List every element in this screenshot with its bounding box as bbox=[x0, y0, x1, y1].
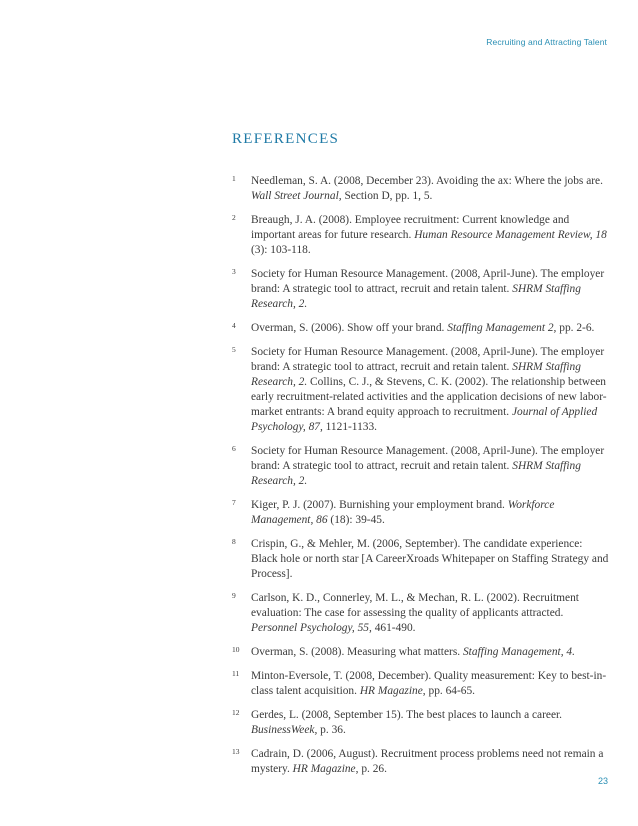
reference-text: Needleman, S. A. (2008, December 23). Avoiding the ax: Where the jobs are. bbox=[251, 175, 603, 187]
reference-number: 3 bbox=[232, 267, 236, 276]
reference-source-title: HR Magazine bbox=[292, 763, 356, 775]
reference-text: Society for Human Resource Management. (2008, April-June). The employer brand: A strategic tool to attract, recruit and retain talent. bbox=[251, 445, 605, 472]
reference-item bbox=[232, 537, 610, 582]
reference-number: 13 bbox=[232, 747, 240, 756]
running-header: Recruiting and Attracting Talent bbox=[486, 37, 607, 47]
reference-text: Collins, C. J., & Stevens, C. K. (2002). The relationship between early recruitment-related activities and the application decisions of new labor-market entrants: A brand equity approach to recruitment. bbox=[251, 376, 607, 418]
reference-item bbox=[232, 591, 610, 636]
reference-number: 10 bbox=[232, 645, 240, 654]
reference-text: , p. 26. bbox=[355, 763, 387, 775]
reference-source-title: BusinessWeek, bbox=[251, 724, 318, 736]
reference-text: (18): 39-45. bbox=[327, 514, 385, 526]
reference-item bbox=[232, 708, 610, 738]
reference-number: 4 bbox=[232, 321, 236, 330]
reference-text: pp. 2-6. bbox=[556, 322, 595, 334]
reference-text: Society for Human Resource Management. (2008, April-June). The employer brand: A strategic tool to attract, recruit and retain talent. bbox=[251, 346, 605, 373]
reference-number: 12 bbox=[232, 708, 240, 717]
reference-number: 1 bbox=[232, 174, 236, 183]
reference-source-title: Human Resource Management Review, 18 bbox=[414, 229, 607, 241]
reference-item bbox=[232, 321, 610, 336]
reference-source-title: SHRM Staffing Research, 2. bbox=[251, 460, 581, 487]
reference-text: Kiger, P. J. (2007). Burnishing your employment brand. bbox=[251, 499, 508, 511]
reference-source-title: Staffing Management 2, bbox=[447, 322, 557, 334]
reference-text: Carlson, K. D., Connerley, M. L., & Mechan, R. L. (2002). Recruitment evaluation: The case for assessing the quality of applicants attracted. bbox=[251, 592, 579, 619]
reference-item bbox=[232, 645, 610, 660]
reference-number: 2 bbox=[232, 213, 236, 222]
reference-source-title: SHRM Staffing Research, 2. bbox=[251, 361, 581, 388]
reference-source-title: Personnel Psychology, 55, bbox=[251, 622, 372, 634]
reference-item bbox=[232, 498, 610, 528]
reference-item bbox=[232, 669, 610, 699]
reference-item bbox=[232, 444, 610, 489]
section-title: references bbox=[232, 124, 340, 148]
reference-item bbox=[232, 267, 610, 312]
reference-number: 8 bbox=[232, 537, 236, 546]
page-number: 23 bbox=[597, 776, 608, 786]
reference-text: Overman, S. (2006). Show off your brand. bbox=[251, 322, 448, 334]
reference-source-title: SHRM Staffing Research, 2. bbox=[251, 283, 581, 310]
reference-text: 461-490. bbox=[371, 622, 416, 634]
reference-text: Cadrain, D. (2006, August). Recruitment process problems need not remain a mystery. bbox=[251, 748, 604, 775]
reference-source-title: Journal of Applied Psychology, 87, bbox=[251, 406, 598, 433]
reference-text: , pp. 64-65. bbox=[422, 685, 476, 697]
reference-item bbox=[232, 213, 610, 258]
reference-source-title: Wall Street Journal, bbox=[251, 190, 342, 202]
reference-source-title: Staffing Management, 4. bbox=[462, 646, 575, 658]
reference-item bbox=[232, 345, 610, 435]
reference-text: 1121-1133. bbox=[322, 421, 378, 433]
reference-source-title: HR Magazine bbox=[359, 685, 423, 697]
reference-text: (3): 103-118. bbox=[251, 244, 311, 256]
reference-text: Minton-Eversole, T. (2008, December). Quality measurement: Key to best-in-class talent acquisition. bbox=[251, 670, 607, 697]
reference-number: 5 bbox=[232, 345, 236, 354]
reference-text: Section D, pp. 1, 5. bbox=[341, 190, 433, 202]
references-list bbox=[232, 174, 610, 786]
reference-text: Breaugh, J. A. (2008). Employee recruitment: Current knowledge and important areas for future research. bbox=[251, 214, 570, 241]
reference-text: p. 36. bbox=[317, 724, 346, 736]
reference-number: 9 bbox=[232, 591, 236, 600]
reference-text: Society for Human Resource Management. (2008, April-June). The employer brand: A strategic tool to attract, recruit and retain talent. bbox=[251, 268, 605, 295]
reference-item bbox=[232, 174, 610, 204]
reference-text: Overman, S. (2008). Measuring what matters. bbox=[251, 646, 463, 658]
reference-number: 11 bbox=[232, 669, 240, 678]
reference-text: Gerdes, L. (2008, September 15). The best places to launch a career. bbox=[251, 709, 563, 721]
reference-number: 6 bbox=[232, 444, 236, 453]
reference-text: Crispin, G., & Mehler, M. (2006, September). The candidate experience: Black hole or north star [A CareerXroads Whitepaper on Staffing Strategy and Process]. bbox=[251, 538, 609, 580]
reference-source-title: Workforce Management, 86 bbox=[251, 499, 555, 526]
reference-item bbox=[232, 747, 610, 777]
reference-number: 7 bbox=[232, 498, 236, 507]
